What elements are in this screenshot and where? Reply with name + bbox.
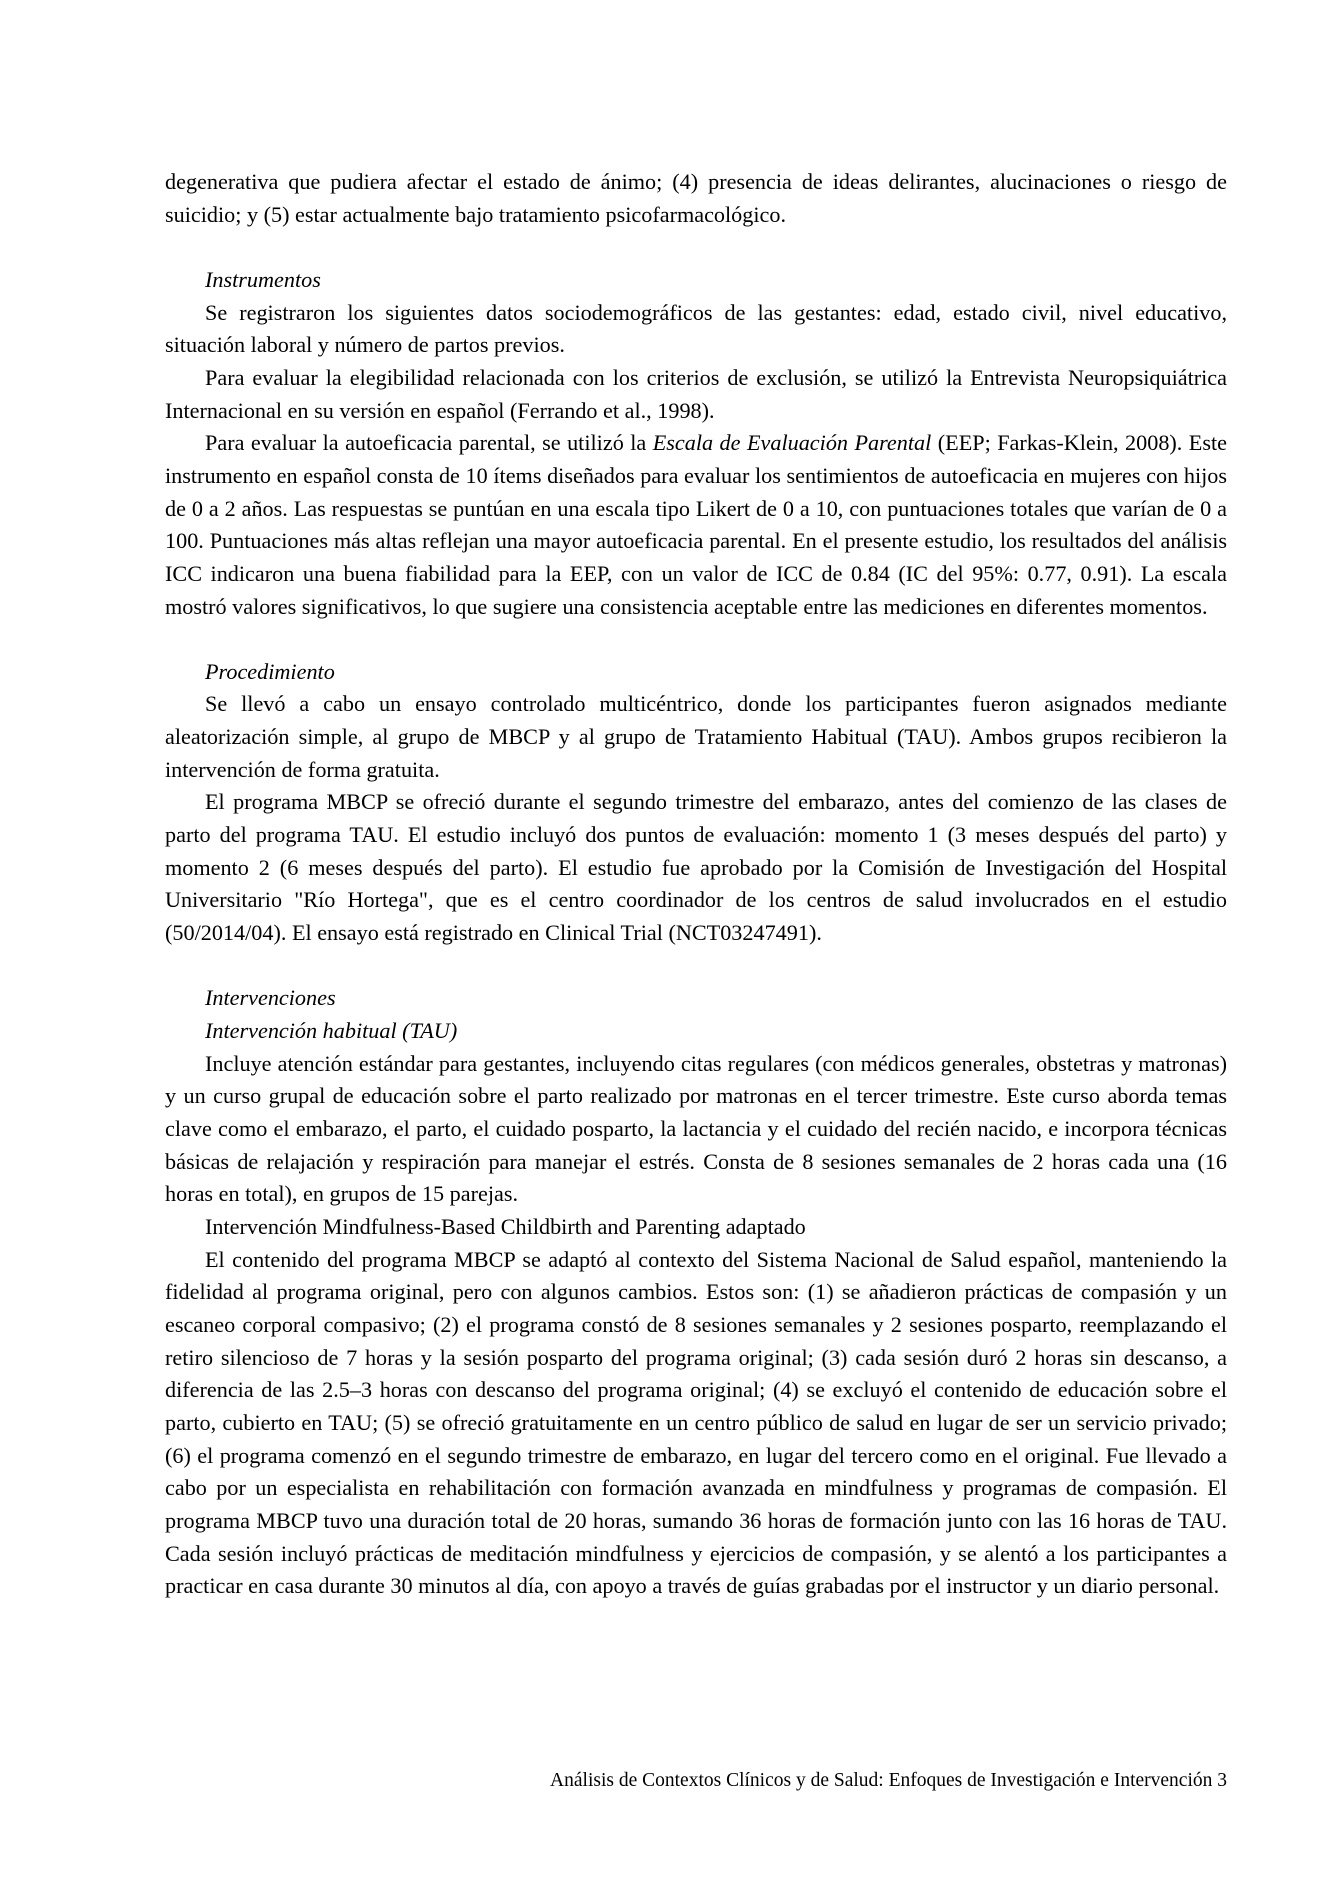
section-heading-intervenciones: Intervenciones — [205, 985, 336, 1011]
paragraph: Intervención Mindfulness-Based Childbirth and Parenting adaptado — [205, 1213, 806, 1239]
paragraph — [165, 427, 1227, 623]
spacer — [165, 950, 1227, 983]
paragraph: Se registraron los siguientes datos sociodemográficos de las gestantes: edad, estado civil, nivel educativo, situación laboral y número de partos previos. — [165, 299, 1227, 358]
paragraph: Incluye atención estándar para gestantes, incluyendo citas regulares (con médicos generales, obstetras y matronas) y un curso grupal de educación sobre el parto realizado por matronas en el tercer trimestre. Este curso aborda temas clave como el embarazo, el parto, el cuidado posparto, la lactancia y el cuidado del recién nacido, e incorpora técnicas básicas de relajación y respiración para manejar el estrés. Consta de 8 sesiones semanales de 2 horas cada una (16 horas en total), en grupos de 15 parejas. — [165, 1050, 1227, 1207]
scale-title: Escala de Evaluación Parental — [652, 430, 932, 456]
page-number: 3 — [1217, 1770, 1227, 1791]
section-heading-instrumentos: Instrumentos — [205, 266, 321, 292]
paragraph: Para evaluar la elegibilidad relacionada con los criterios de exclusión, se utilizó la Entrevista Neuropsiquiátrica Internacional en su versión en español (Ferrando et al., 1998). — [165, 364, 1227, 423]
paragraph: El programa MBCP se ofreció durante el segundo trimestre del embarazo, antes del comienzo de las clases de parto del programa TAU. El estudio incluyó dos puntos de evaluación: momento 1 (3 meses después del parto) y momento 2 (6 meses después del parto). El estudio fue aprobado por la Comisión de Investigación del Hospital Universitario "Río Hortega", que es el centro coordinador de los centros de salud involucrados en el estudio (50/2014/04). El ensayo está registrado en Clinical Trial (NCT03247491). — [165, 789, 1227, 946]
section-heading-procedimiento: Procedimiento — [205, 658, 335, 684]
running-title: Análisis de Contextos Clínicos y de Salud: Enfoques de Investigación e Intervención — [550, 1770, 1213, 1791]
text-run: Para evaluar la autoeficacia parental, se utilizó la — [205, 430, 653, 456]
document-body — [165, 166, 1227, 1603]
spacer — [165, 231, 1227, 264]
subsection-heading-tau: Intervención habitual (TAU) — [205, 1018, 458, 1044]
text-run: (EEP; Farkas-Klein, 2008). Este instrumento en español consta de 10 ítems diseñados para evaluar los sentimientos de autoeficacia en mujeres con hijos de 0 a 2 años. Las respuestas se puntúan en una escala tipo Likert de 0 a 10, con puntuaciones totales que varían de 0 a 100. Puntuaciones más altas reflejan una mayor autoeficacia parental. En el presente estudio, los resultados del análisis ICC indicaron una buena fiabilidad para la EEP, con un valor de ICC de 0.84 (IC del 95%: 0.77, 0.91). La escala mostró valores significativos, lo que sugiere una consistencia aceptable entre las mediciones en diferentes momentos. — [165, 430, 1228, 619]
paragraph: El contenido del programa MBCP se adaptó al contexto del Sistema Nacional de Salud español, manteniendo la fidelidad al programa original, pero con algunos cambios. Estos son: (1) se añadieron prácticas de compasión y un escaneo corporal compasivo; (2) el programa constó de 8 sesiones semanales y 2 sesiones posparto, reemplazando el retiro silencioso de 7 horas y la sesión posparto del programa original; (3) cada sesión duró 2 horas sin descanso, a diferencia de las 2.5–3 horas con descanso del programa original; (4) se excluyó el contenido de educación sobre el parto, cubierto en TAU; (5) se ofreció gratuitamente en un centro público de salud en lugar de ser un servicio privado; (6) el programa comenzó en el segundo trimestre de embarazo, en lugar del tercero como en el original. Fue llevado a cabo por un especialista en rehabilitación con formación avanzada en mindfulness y programas de compasión. El programa MBCP tuvo una duración total de 20 horas, sumando 36 horas de formación junto con las 16 horas de TAU. Cada sesión incluyó prácticas de meditación mindfulness y ejercicios de compasión, y se alentó a los participantes a practicar en casa durante 30 minutos al día, con apoyo a través de guías grabadas por el instructor y un diario personal. — [165, 1246, 1227, 1599]
paragraph: Se llevó a cabo un ensayo controlado multicéntrico, donde los participantes fueron asignados mediante aleatorización simple, al grupo de MBCP y al grupo de Tratamiento Habitual (TAU). Ambos grupos recibieron la intervención de forma gratuita. — [165, 691, 1227, 782]
intro-paragraph: degenerativa que pudiera afectar el estado de ánimo; (4) presencia de ideas delirantes, alucinaciones o riesgo de suicidio; y (5) estar actualmente bajo tratamiento psicofarmacológico. — [165, 169, 1227, 227]
page-footer — [550, 1770, 1227, 1792]
spacer — [165, 623, 1227, 656]
